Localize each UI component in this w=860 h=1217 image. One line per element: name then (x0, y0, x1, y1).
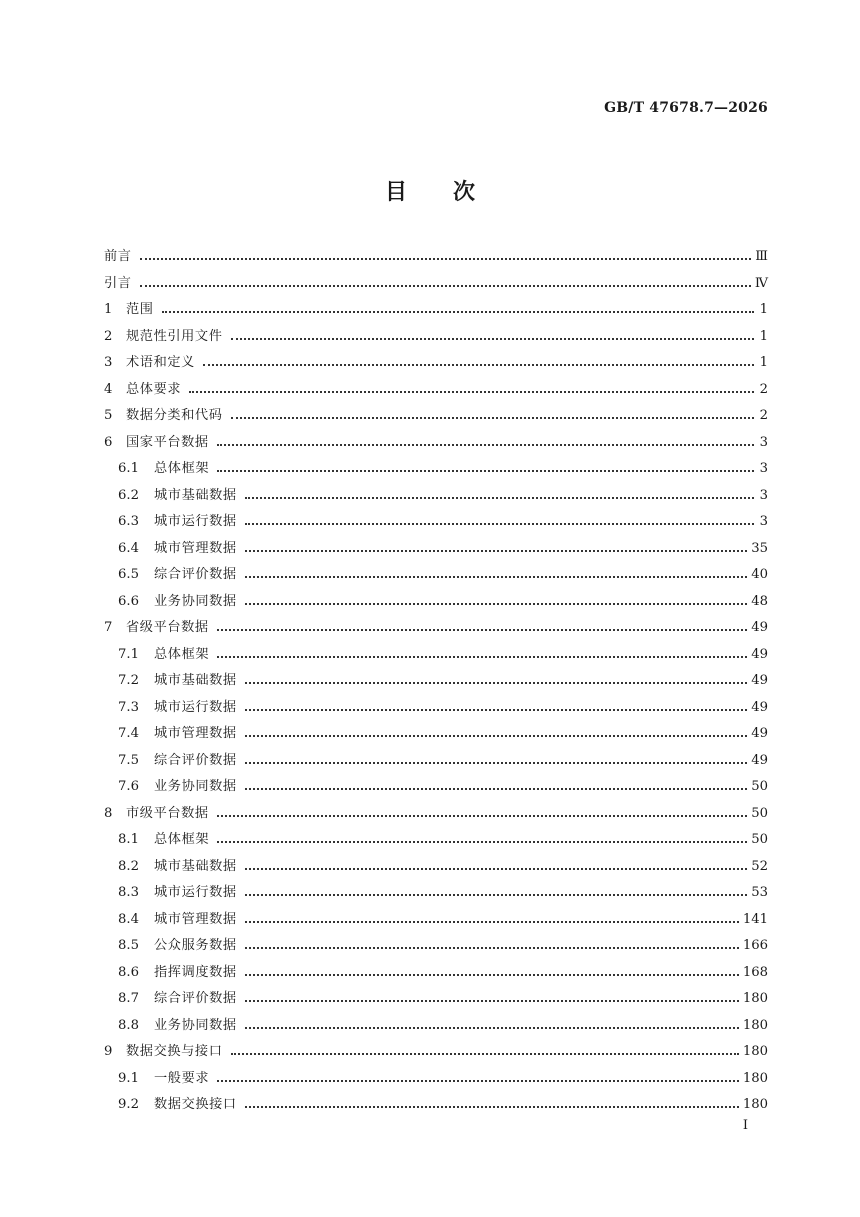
toc-entry-page: 2 (759, 408, 768, 423)
toc-entry-page: 49 (751, 673, 768, 688)
toc-entry[interactable] (104, 509, 768, 536)
toc-entry-page: 1 (759, 302, 768, 317)
page-number: I (742, 1118, 748, 1133)
toc-dot-leader (245, 562, 747, 578)
toc-entry[interactable] (104, 1066, 768, 1093)
toc-entry-page: 35 (751, 540, 768, 556)
toc-entry-label: 省级平台数据 (126, 620, 209, 635)
toc-entry[interactable] (104, 827, 768, 854)
toc-entry-number: 7 (104, 620, 113, 635)
toc-entry-label: 市级平台数据 (126, 805, 209, 821)
toc-dot-leader (217, 801, 747, 817)
toc-entry-label: 城市运行数据 (154, 514, 237, 529)
toc-entry-number: 3 (104, 355, 113, 370)
toc-entry-page: 49 (751, 699, 768, 715)
toc-entry-page: 3 (759, 461, 768, 476)
toc-entry-page: Ⅲ (755, 249, 768, 264)
toc-entry[interactable] (104, 403, 768, 430)
toc-entry[interactable] (104, 324, 768, 351)
toc-dot-leader (245, 774, 747, 790)
toc-entry-label: 一般要求 (154, 1070, 210, 1086)
toc-entry-page: 141 (742, 911, 768, 927)
toc-dot-leader (231, 403, 754, 419)
toc-dot-leader (245, 668, 747, 684)
toc-entry[interactable] (104, 1013, 768, 1040)
toc-entry-page: 49 (751, 752, 768, 768)
toc-title-char-1: 目 (384, 180, 407, 205)
toc-entry-label: 数据交换与接口 (126, 1044, 223, 1059)
toc-entry-page: 53 (751, 885, 768, 900)
toc-entry-label: 总体框架 (154, 646, 210, 662)
toc-entry-number: 8.1 (118, 832, 139, 847)
toc-dot-leader (245, 483, 754, 499)
toc-entry-label: 城市管理数据 (154, 726, 237, 741)
toc-entry-label: 前言 (104, 249, 132, 264)
toc-entry[interactable] (104, 562, 768, 589)
toc-entry[interactable] (104, 933, 768, 960)
toc-entry-number: 6.6 (118, 593, 139, 609)
toc-dot-leader (217, 1066, 739, 1082)
standard-code: GB/T 47678.7—2026 (604, 100, 768, 116)
toc-entry-label: 总体要求 (126, 381, 182, 397)
toc-entry-page: 50 (751, 832, 768, 847)
toc-entry-page: 48 (751, 593, 768, 609)
toc-entry-number: 7.6 (118, 779, 139, 794)
toc-entry-page: 1 (759, 328, 768, 344)
toc-entry-label: 国家平台数据 (126, 434, 209, 450)
toc-entry-label: 数据交换接口 (154, 1097, 237, 1112)
toc-entry[interactable] (104, 801, 768, 828)
toc-dot-leader (245, 589, 747, 605)
toc-entry-label: 城市管理数据 (154, 911, 237, 927)
toc-entry[interactable] (104, 774, 768, 801)
toc-entry-page: 168 (742, 964, 768, 980)
toc-entry-number: 6 (104, 434, 113, 450)
toc-entry-label: 范围 (126, 302, 154, 317)
toc-entry[interactable] (104, 960, 768, 987)
toc-dot-leader (245, 1092, 739, 1108)
toc-entry-number: 7.1 (118, 646, 139, 662)
toc-entry-number: 8.3 (118, 885, 139, 900)
toc-entry-number: 6.5 (118, 567, 139, 582)
toc-entry[interactable] (104, 536, 768, 563)
toc-entry-number: 8.4 (118, 911, 139, 927)
toc-entry[interactable] (104, 668, 768, 695)
toc-entry-number: 5 (104, 408, 113, 423)
toc-dot-leader (245, 880, 747, 896)
toc-dot-leader (245, 907, 739, 923)
toc-entry-number: 8.2 (118, 858, 139, 874)
toc-entry-page: 180 (742, 1044, 768, 1059)
toc-entry[interactable] (104, 589, 768, 616)
toc-entry[interactable] (104, 350, 768, 377)
toc-entry-page: 180 (742, 1097, 768, 1112)
toc-entry-number: 8.6 (118, 964, 139, 980)
toc-entry-number: 9.1 (118, 1070, 139, 1086)
toc-entry-number: 6.3 (118, 514, 139, 529)
toc-entry-label: 城市基础数据 (154, 487, 237, 503)
toc-dot-leader (217, 430, 754, 446)
toc-entry[interactable] (104, 271, 768, 298)
toc-dot-leader (217, 615, 747, 631)
toc-dot-leader (245, 721, 747, 737)
toc-dot-leader (140, 244, 752, 260)
toc-entry-page: 3 (759, 434, 768, 450)
toc-entry-page: 180 (742, 991, 768, 1006)
toc-dot-leader (245, 854, 747, 870)
toc-entry[interactable] (104, 880, 768, 907)
toc-entry[interactable] (104, 483, 768, 510)
toc-title (0, 175, 860, 206)
toc-entry-label: 城市管理数据 (154, 540, 237, 556)
toc-entry[interactable] (104, 456, 768, 483)
toc-dot-leader (189, 377, 754, 393)
toc-dot-leader (231, 324, 754, 340)
toc-dot-leader (245, 536, 747, 552)
toc-entry[interactable] (104, 721, 768, 748)
toc-entry[interactable] (104, 854, 768, 881)
toc-entry-number: 7.3 (118, 699, 139, 715)
toc-entry-number: 9.2 (118, 1097, 139, 1112)
toc-entry-page: 1 (759, 355, 768, 370)
toc-dot-leader (245, 695, 747, 711)
toc-entry-number: 2 (104, 328, 113, 344)
toc-entry-page: 166 (742, 938, 768, 953)
toc-dot-leader (203, 350, 754, 366)
toc-entry-label: 数据分类和代码 (126, 408, 223, 423)
toc-dot-leader (245, 509, 754, 525)
toc-entry-label: 总体框架 (154, 832, 210, 847)
toc-entry[interactable] (104, 377, 768, 404)
toc-entry-number: 6.2 (118, 487, 139, 503)
toc-dot-leader (245, 986, 739, 1002)
toc-entry-page: 2 (759, 381, 768, 397)
toc-entry[interactable] (104, 430, 768, 457)
toc-entry-label: 引言 (104, 275, 132, 291)
toc-entry[interactable] (104, 695, 768, 722)
toc-entry[interactable] (104, 986, 768, 1013)
toc-entry-label: 总体框架 (154, 461, 210, 476)
toc-entry-number: 7.5 (118, 752, 139, 768)
toc-entry[interactable] (104, 907, 768, 934)
toc-entry-label: 指挥调度数据 (154, 964, 237, 980)
toc-entry-label: 城市基础数据 (154, 673, 237, 688)
toc-dot-leader (217, 642, 747, 658)
toc-dot-leader (217, 827, 747, 843)
toc-dot-leader (231, 1039, 739, 1055)
toc-entry-label: 城市基础数据 (154, 858, 237, 874)
toc-dot-leader (245, 748, 747, 764)
toc-entry-page: Ⅳ (754, 275, 768, 291)
toc-entry-label: 业务协同数据 (154, 1017, 237, 1033)
toc-entry[interactable] (104, 297, 768, 324)
toc-entry-label: 业务协同数据 (154, 779, 237, 794)
toc-entry-number: 8.7 (118, 991, 139, 1006)
toc-entry-number: 9 (104, 1044, 113, 1059)
toc-entry-page: 49 (751, 726, 768, 741)
toc-entry-number: 8.8 (118, 1017, 139, 1033)
toc-entry-label: 城市运行数据 (154, 699, 237, 715)
toc-entry-label: 术语和定义 (126, 355, 195, 370)
toc-entry-label: 公众服务数据 (154, 938, 237, 953)
toc-list (104, 244, 768, 1119)
toc-entry-page: 50 (751, 779, 768, 794)
toc-entry-number: 7.2 (118, 673, 139, 688)
toc-entry-label: 综合评价数据 (154, 752, 237, 768)
toc-entry[interactable] (104, 244, 768, 271)
toc-entry-page: 49 (751, 620, 768, 635)
toc-entry-page: 52 (751, 858, 768, 874)
toc-dot-leader (140, 271, 751, 287)
toc-dot-leader (217, 456, 754, 472)
toc-entry-label: 业务协同数据 (154, 593, 237, 609)
toc-entry-page: 3 (759, 487, 768, 503)
toc-entry-number: 7.4 (118, 726, 139, 741)
toc-title-char-2: 次 (453, 180, 476, 205)
toc-entry-number: 6.1 (118, 461, 139, 476)
toc-entry-label: 综合评价数据 (154, 991, 237, 1006)
toc-entry-page: 180 (742, 1070, 768, 1086)
toc-entry-label: 规范性引用文件 (126, 328, 223, 344)
toc-entry-page: 49 (751, 646, 768, 662)
toc-entry[interactable] (104, 748, 768, 775)
toc-entry-page: 3 (759, 514, 768, 529)
toc-entry[interactable] (104, 615, 768, 642)
toc-entry[interactable] (104, 642, 768, 669)
toc-dot-leader (245, 960, 739, 976)
toc-entry[interactable] (104, 1092, 768, 1119)
toc-entry-page: 180 (742, 1017, 768, 1033)
toc-dot-leader (162, 297, 754, 313)
toc-entry[interactable] (104, 1039, 768, 1066)
toc-dot-leader (245, 933, 739, 949)
toc-entry-number: 4 (104, 381, 113, 397)
toc-entry-number: 8 (104, 805, 113, 821)
toc-entry-label: 综合评价数据 (154, 567, 237, 582)
toc-entry-number: 6.4 (118, 540, 139, 556)
toc-entry-label: 城市运行数据 (154, 885, 237, 900)
toc-entry-number: 1 (104, 302, 113, 317)
toc-entry-page: 40 (751, 567, 768, 582)
toc-dot-leader (245, 1013, 739, 1029)
toc-entry-number: 8.5 (118, 938, 139, 953)
toc-entry-page: 50 (751, 805, 768, 821)
